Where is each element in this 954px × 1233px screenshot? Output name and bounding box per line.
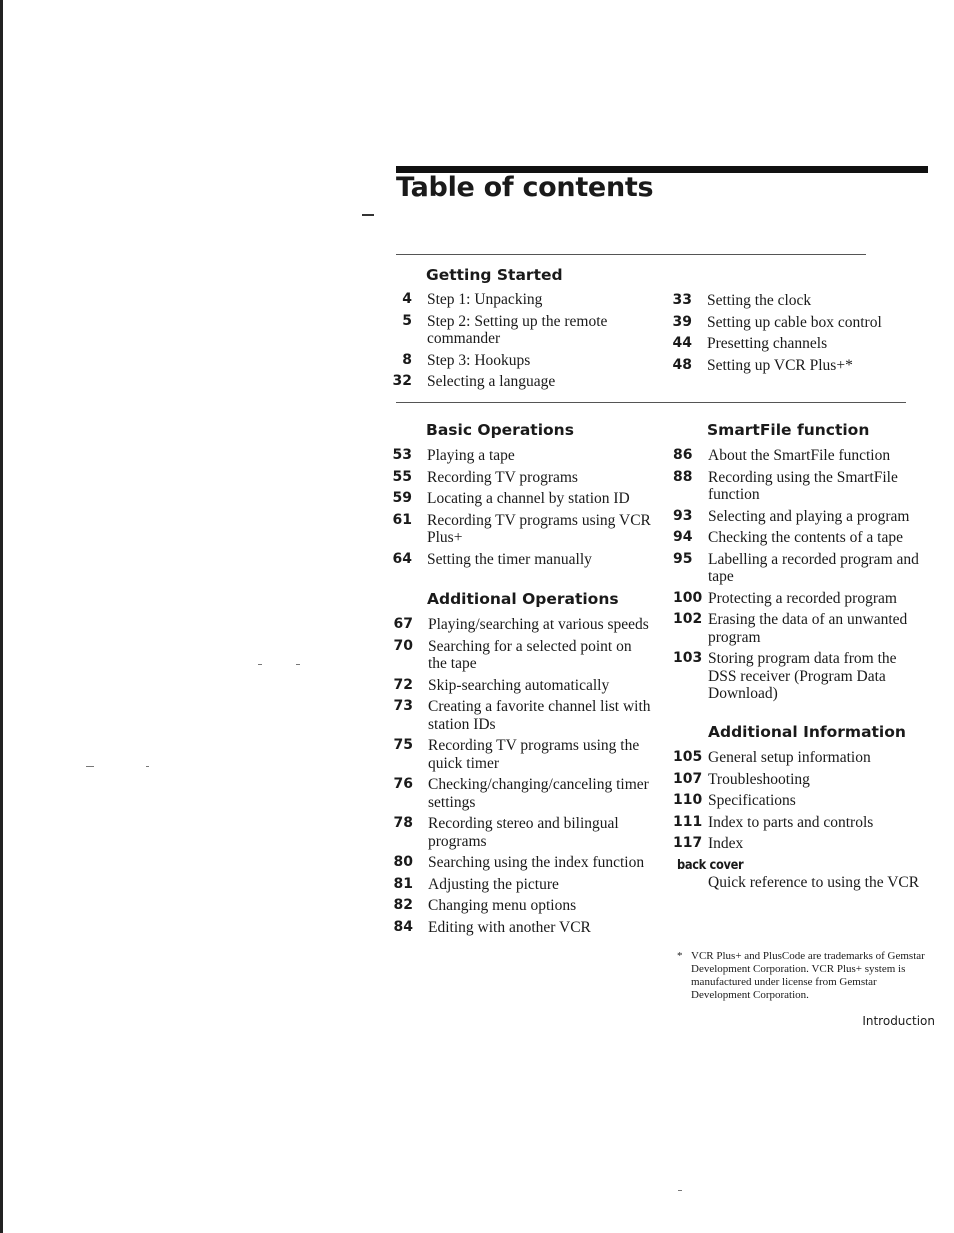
entry-title: Step 1: Unpacking (427, 291, 543, 308)
toc-entry[interactable] (392, 468, 652, 487)
page-number: 111 (673, 813, 703, 830)
entry-title: Labelling a recorded program and tape (708, 550, 919, 585)
page-number: 80 (393, 854, 413, 870)
entry-title: Recording TV programs (427, 468, 578, 486)
page-edge (0, 0, 3, 1233)
toc-entry[interactable] (673, 835, 927, 853)
entry-title: Setting the clock (707, 292, 812, 309)
additional-operations-list (393, 616, 653, 940)
toc-entry[interactable] (673, 507, 927, 526)
page-section-label: Introduction (862, 1014, 935, 1028)
entry-title: Selecting a language (427, 373, 556, 390)
page-number: 72 (393, 676, 413, 693)
entry-title: Index (708, 835, 744, 852)
entry-title: Selecting and playing a program (708, 507, 910, 525)
entry-title: Presetting channels (707, 335, 828, 352)
section-heading-getting-started: Getting Started (426, 266, 563, 284)
page-number: 53 (392, 447, 412, 463)
entry-title: General setup information (708, 749, 871, 766)
toc-entry[interactable] (673, 770, 927, 789)
toc-entry[interactable] (393, 897, 653, 915)
entry-title: Locating a channel by station ID (427, 490, 630, 507)
toc-entry[interactable] (673, 749, 927, 767)
page-number: 107 (673, 770, 703, 787)
page-number: 117 (673, 835, 703, 851)
page-number: 81 (393, 875, 413, 892)
entry-title: Step 3: Hookups (427, 351, 531, 369)
toc-entry[interactable] (396, 313, 652, 348)
trademark-footnote (677, 950, 935, 1002)
toc-entry[interactable] (392, 447, 652, 465)
entry-title: Step 2: Setting up the remote commander (427, 312, 608, 347)
toc-entry[interactable] (392, 490, 652, 508)
toc-entry[interactable] (673, 447, 927, 465)
toc-entry[interactable] (673, 468, 927, 504)
toc-entry[interactable] (396, 352, 652, 370)
toc-entry[interactable] (673, 650, 927, 703)
page-number: 110 (673, 792, 703, 808)
scan-speck (296, 664, 300, 665)
page-number: 5 (402, 312, 412, 329)
entry-title: Index to parts and controls (708, 813, 874, 831)
entry-title: Checking/changing/canceling timer settings (428, 776, 649, 811)
page-number: 84 (393, 918, 413, 935)
toc-entry[interactable] (393, 637, 653, 673)
entry-title: Protecting a recorded program (708, 589, 897, 607)
entry-title: Adjusting the picture (428, 875, 559, 893)
toc-entry[interactable] (673, 529, 927, 547)
toc-entry[interactable] (672, 335, 936, 353)
toc-entry[interactable] (393, 676, 653, 695)
page-number: 33 (672, 292, 692, 308)
toc-entry[interactable] (392, 550, 652, 569)
page-number: 8 (402, 351, 412, 368)
getting-started-left-list (392, 291, 652, 395)
toc-entry[interactable] (673, 792, 927, 810)
scan-speck (146, 766, 149, 767)
section-heading-basic-operations: Basic Operations (426, 421, 574, 439)
page-number: 61 (392, 511, 412, 528)
page-number: 93 (673, 507, 693, 524)
scan-speck (362, 214, 374, 216)
page-number: 100 (673, 589, 703, 606)
getting-started-right-list (672, 292, 936, 378)
page-number: 67 (393, 616, 413, 632)
entry-title: Changing menu options (428, 897, 577, 914)
page-title: Table of contents (396, 172, 654, 203)
basic-operations-list (392, 447, 652, 572)
entry-title: Searching for a selected point on the tape (428, 637, 632, 672)
toc-entry[interactable] (393, 616, 653, 634)
toc-entry[interactable] (392, 373, 652, 391)
section-heading-additional-operations: Additional Operations (427, 590, 619, 608)
page-number: 105 (673, 749, 703, 765)
section-heading-additional-information: Additional Information (708, 723, 906, 741)
toc-entry[interactable] (393, 737, 653, 772)
page-number: 94 (673, 529, 693, 545)
page-number: 103 (673, 650, 703, 666)
page-number: 39 (672, 313, 692, 330)
entry-title: Recording using the SmartFile function (708, 468, 898, 503)
entry-title: Troubleshooting (708, 770, 810, 788)
page-number: 59 (392, 490, 412, 506)
page-number: 75 (393, 737, 413, 753)
toc-entry[interactable] (393, 698, 653, 733)
page-number: 44 (672, 335, 692, 351)
page-number: 76 (393, 776, 413, 792)
entry-title: Playing/searching at various speeds (428, 616, 649, 633)
page-number: 73 (393, 698, 413, 714)
section-divider (396, 402, 906, 403)
entry-title: Searching using the index function (428, 854, 645, 871)
entry-title: Skip-searching automatically (428, 676, 610, 694)
page-number: 95 (673, 550, 693, 567)
toc-entry[interactable] (672, 313, 936, 332)
page-number: 70 (393, 637, 413, 654)
entry-title: Recording TV programs using the quick timer (428, 737, 640, 772)
page-number: 88 (673, 468, 693, 485)
page-number: 86 (673, 447, 693, 463)
entry-title: Setting the timer manually (427, 550, 592, 568)
toc-entry[interactable] (393, 815, 653, 850)
entry-title: Recording TV programs using VCR Plus+ (427, 511, 651, 546)
entry-title: Checking the contents of a tape (708, 529, 903, 546)
page-number: 78 (393, 815, 413, 831)
toc-entry[interactable] (393, 875, 653, 894)
toc-entry[interactable] (396, 291, 652, 309)
page-number: 102 (673, 611, 703, 627)
entry-title: Specifications (708, 792, 796, 809)
entry-title: Editing with another VCR (428, 918, 591, 936)
entry-title: Storing program data from the DSS receiver (Program Data Download) (708, 650, 897, 702)
page-number: 32 (392, 373, 412, 389)
additional-information-list (673, 749, 927, 857)
toc-entry[interactable] (672, 356, 936, 375)
scan-speck (678, 1190, 682, 1191)
page-number: 4 (402, 291, 412, 307)
toc-entry[interactable] (392, 511, 652, 547)
entry-title: Playing a tape (427, 447, 515, 464)
page-number: 64 (392, 550, 412, 567)
back-cover-entry[interactable]: Quick reference to using the VCR (708, 874, 920, 891)
entry-title: Creating a favorite channel list with station IDs (428, 698, 651, 733)
page-number: 82 (393, 897, 413, 913)
section-divider (396, 254, 866, 255)
scan-speck (258, 664, 262, 665)
section-heading-smartfile: SmartFile function (707, 421, 870, 439)
entry-title: Erasing the data of an unwanted program (708, 611, 908, 646)
toc-entry[interactable] (673, 589, 927, 608)
scan-speck (86, 766, 94, 767)
toc-entry[interactable] (673, 550, 927, 586)
back-cover-label: back cover (677, 858, 744, 873)
entry-title: Setting up cable box control (707, 313, 882, 331)
toc-entry[interactable] (673, 611, 927, 646)
entry-title: About the SmartFile function (708, 447, 891, 464)
toc-entry[interactable] (673, 813, 927, 832)
page-number: 48 (672, 356, 692, 373)
entry-title: Recording stereo and bilingual programs (428, 815, 619, 850)
toc-entry[interactable] (672, 292, 936, 310)
toc-entry[interactable] (393, 776, 653, 811)
footnote-mark: * (677, 950, 683, 962)
smartfile-list (673, 447, 927, 707)
toc-entry[interactable] (393, 854, 653, 872)
toc-entry[interactable] (393, 918, 653, 937)
entry-title: Setting up VCR Plus+* (707, 356, 853, 374)
footnote-text: VCR Plus+ and PlusCode are trademarks of Gemstar Development Corporation. VCR Plus+ system is manufactured under license from Gemstar Development Corporation. (691, 950, 925, 1001)
page-number: 55 (392, 468, 412, 485)
